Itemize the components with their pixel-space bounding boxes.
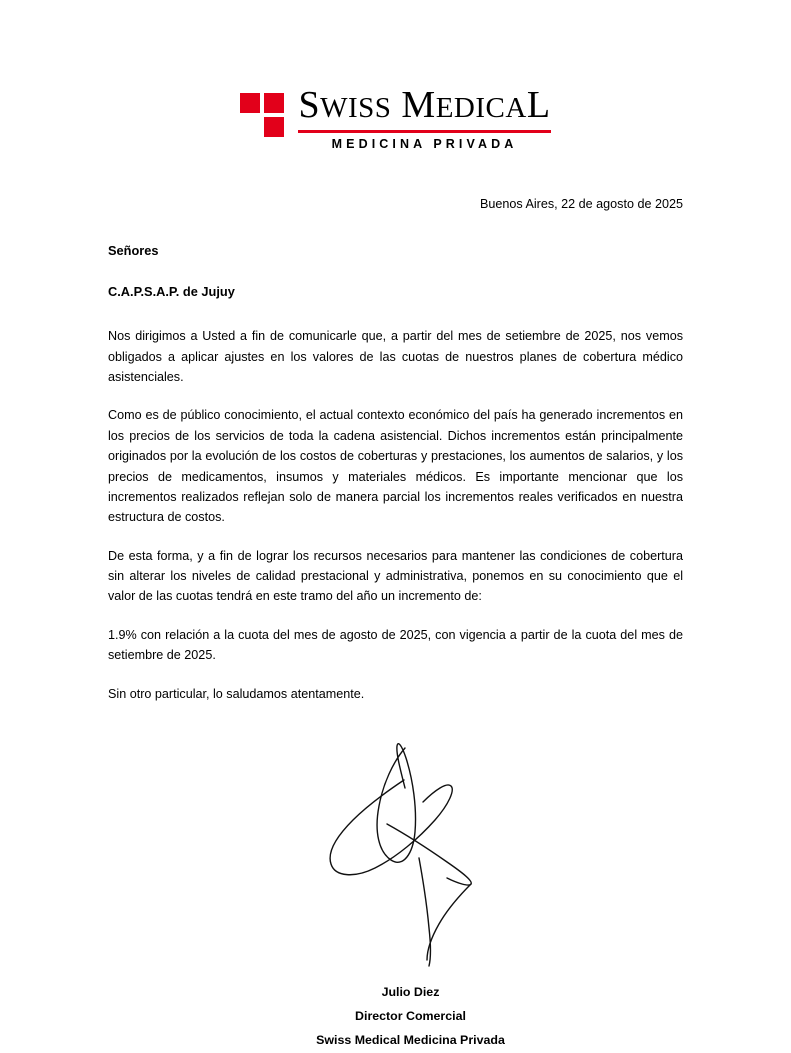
logo-square-2 xyxy=(264,93,284,113)
signer-role: Director Comercial xyxy=(355,1009,466,1024)
letterhead xyxy=(0,0,791,151)
letter-paragraph-3: De esta forma, y a fin de lograr los recursos necesarios para mantener las condiciones de cobertura sin alterar los niveles de calidad prestacional y administrativa, ponemos en su conocimiento que el valor de las cuotas tendrá en este tramo del año un incremento de: xyxy=(108,548,683,604)
letter-date: Buenos Aires, 22 de agosto de 2025 xyxy=(479,197,683,211)
logo-subtitle: MEDICINA PRIVADA xyxy=(331,137,518,151)
letter-paragraph-1: Nos dirigimos a Usted a fin de comunicarle que, a partir del mes de setiembre de 2025, nos vemos obligados a aplicar ajustes en los valores de las cuotas de nuestros planes de cobertura médico asistenciales. xyxy=(108,329,683,384)
signature-block xyxy=(108,728,683,1053)
letter-paragraph-2: Como es de público conocimiento, el actual contexto económico del país ha generado incrementos en los precios de los servicios de toda la cadena asistencial. Dichos incrementos están principalmente originados por la evolución de los costos de coberturas y prestaciones, los aumentos de salarios, y los precios de medicamentos, insumos y materiales médicos. Es importante mencionar que los incrementos realizados reflejan solo de manera parcial los incrementos reales verificados en nuestra estructura de costos. xyxy=(108,408,683,525)
letter-body xyxy=(0,195,791,1053)
signer-company: Swiss Medical Medicina Privada xyxy=(316,1033,505,1048)
letter-paragraph-increase: 1.9% con relación a la cuota del mes de agosto de 2025, con vigencia a partir de la cuota del mes de setiembre de 2025. xyxy=(108,627,683,663)
logo-square-blank xyxy=(240,117,260,137)
signer-name: Julio Diez xyxy=(381,985,440,1000)
letter-addressee: C.A.P.S.A.P. de Jujuy xyxy=(108,284,235,300)
logo-divider xyxy=(298,130,550,133)
logo-title: SWISS MEDICAL xyxy=(298,84,551,126)
logo-square-3 xyxy=(264,117,284,137)
logo-square-1 xyxy=(240,93,260,113)
swiss-medical-logo xyxy=(240,86,550,151)
swiss-cross-squares-icon xyxy=(240,93,284,137)
letter-salutation: Señores xyxy=(108,242,159,258)
letter-closing: Sin otro particular, lo saludamos atentamente. xyxy=(108,686,365,701)
handwritten-signature-icon xyxy=(301,728,531,978)
logo-text xyxy=(298,86,550,151)
signature-names xyxy=(316,980,505,1053)
